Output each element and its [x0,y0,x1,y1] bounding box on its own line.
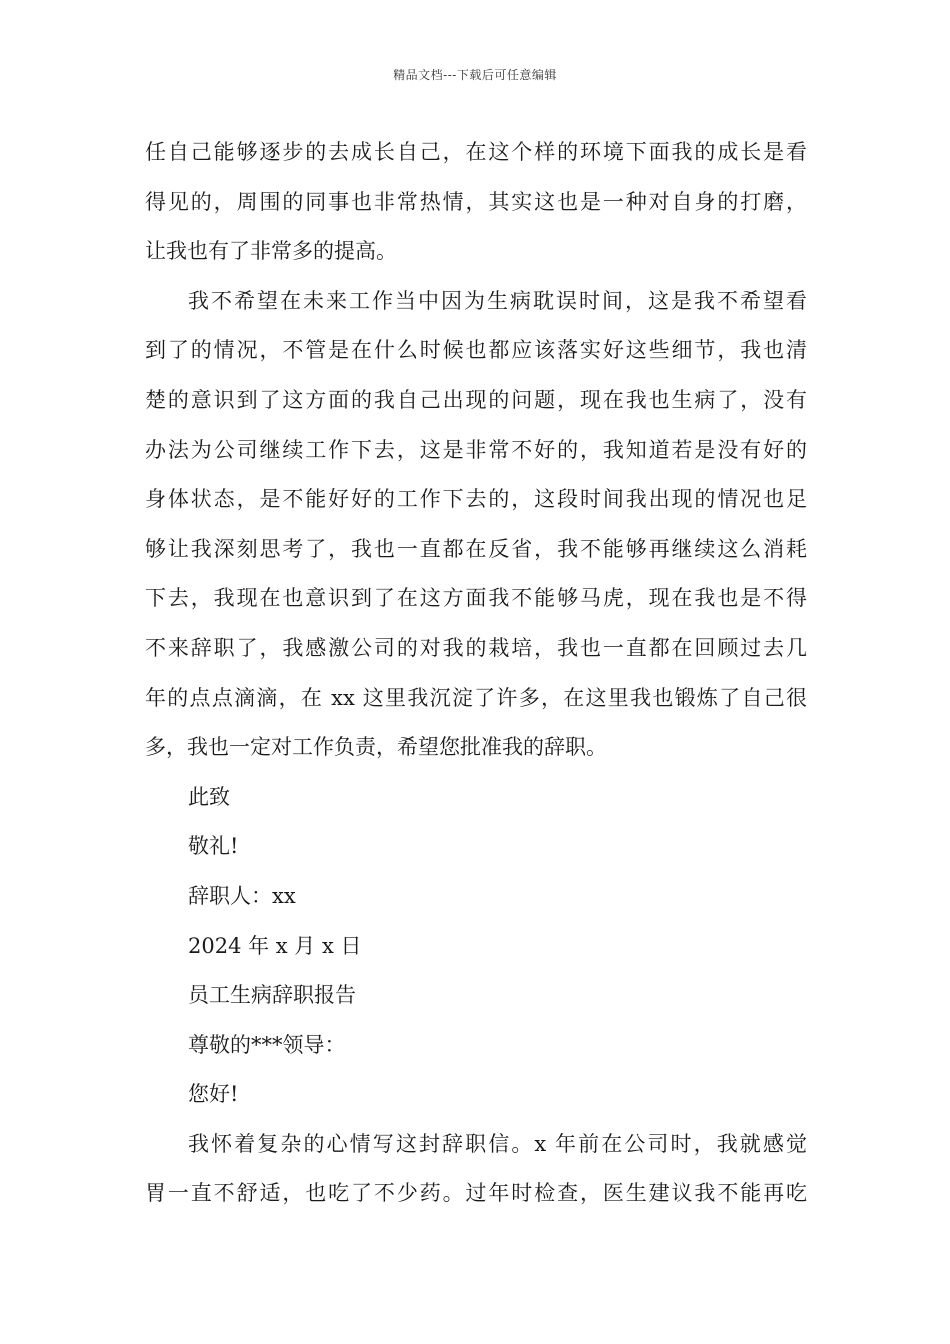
text-line: 得见的，周围的同事也非常热情，其实这也是一种对自身的打磨， [145,189,807,214]
text-line: 我不希望在未来工作当中因为生病耽误时间，这是我不希望看 [188,288,807,313]
letter-date: 2024 年 x 月 x 日 [188,933,362,958]
salutation-closing: 此致 [188,784,230,809]
text-line: 多，我也一定对工作负责，希望您批准我的辞职。 [145,735,607,760]
text-line: 让我也有了非常多的提高。 [145,239,397,264]
text-line: 身体状态，是不能好好的工作下去的，这段时间我出现的情况也足 [145,487,807,512]
text-line: 我怀着复杂的心情写这封辞职信。x 年前在公司时，我就感觉 [188,1131,807,1156]
document-body [145,128,807,1219]
page-header: 精品文档---下载后可任意编辑 [393,68,557,82]
text-line: 够让我深刻思考了，我也一直都在反省，我不能够再继续这么消耗 [145,536,807,561]
text-line: 不来辞职了，我感激公司的对我的栽培，我也一直都在回顾过去几 [145,635,807,660]
text-line: 到了的情况，不管是在什么时候也都应该落实好这些细节，我也清 [145,338,807,363]
text-line: 胃一直不舒适，也吃了不少药。过年时检查，医生建议我不能再吃 [145,1181,807,1206]
text-line: 楚的意识到了这方面的我自己出现的问题，现在我也生病了，没有 [145,387,807,412]
letter-greeting: 您好! [188,1082,239,1107]
salutation-respect: 敬礼! [188,834,239,859]
text-line: 下去，我现在也意识到了在这方面我不能够马虎，现在我也是不得 [145,586,807,611]
text-line: 办法为公司继续工作下去，这是非常不好的，我知道若是没有好的 [145,437,807,462]
letter-addressee: 尊敬的***领导： [188,1032,346,1057]
text-line: 任自己能够逐步的去成长自己，在这个样的环境下面我的成长是看 [145,140,807,164]
text-line: 年的点点滴滴，在 xx 这里我沉淀了许多，在这里我也锻炼了自己很 [145,685,807,710]
section-title: 员工生病辞职报告 [188,983,356,1008]
signer-name: 辞职人：xx [188,883,296,908]
